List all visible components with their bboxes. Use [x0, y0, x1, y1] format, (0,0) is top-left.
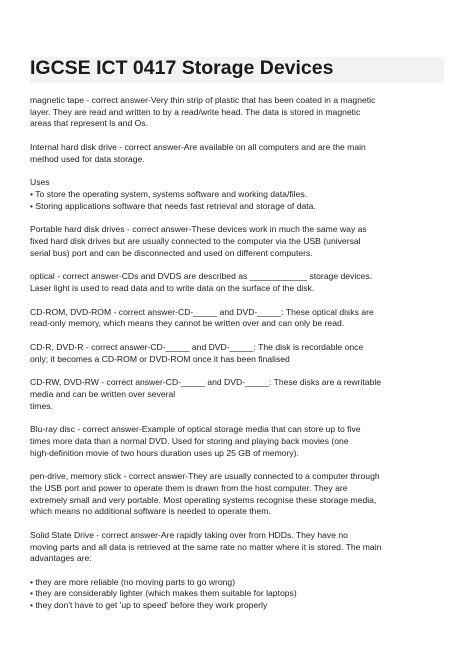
list-item: • they don't have to get 'up to speed' before they work properly — [30, 600, 268, 611]
paragraph-cd-rw: CD-RW, DVD-RW - correct answer-CD-_____ and DVD-_____: These disks are a rewritable media and can be written over several times. — [30, 377, 382, 411]
paragraph-portable-hdd: Portable hard disk drives - correct answer-These devices work in much the same way as fixed hard disk drives but are usually connected to the computer via the USB (universal serial bus) port and can be disconnected and used on different computers. — [30, 224, 367, 258]
paragraph-cd-rom: CD-ROM, DVD-ROM - correct answer-CD-_____ and DVD-_____: These optical disks are read-only memory, which means they cannot be written over and can only be read. — [30, 306, 374, 329]
uses-heading: Uses — [30, 177, 50, 188]
list-item: • they are considerably lighter (which makes them suitable for laptops) — [30, 588, 297, 599]
document-body — [30, 95, 450, 624]
paragraph-blu-ray: Blu-ray disc - correct answer-Example of optical storage media that can store up to five times more data than a normal DVD. Used for storing and playing back movies (one high-definition movie of two hours duration uses up 25 GB of memory). — [30, 424, 361, 458]
paragraph-pen-drive: pen-drive, memory stick - correct answer-They are usually connected to a computer through the USB port and power to operate them is drawn from the host computer. They are extremely small and very portable. Most operating systems recognise these storage media, which means no additional software is needed to operate them. — [30, 471, 380, 517]
page-title: IGCSE ICT 0417 Storage Devices — [30, 57, 334, 79]
uses-list — [30, 177, 450, 212]
paragraph-ssd: Solid State Drive - correct answer-Are rapidly taking over from HDDs. They have no moving parts and all data is retrieved at the same rate no matter where it is stored. The main advantages are: — [30, 529, 382, 564]
paragraph-internal-hdd: Internal hard disk drive - correct answer-Are available on all computers and are the main method used for data storage. — [30, 141, 366, 164]
list-item: • To store the operating system, systems software and working data/files. — [30, 188, 308, 199]
paragraph-cd-r: CD-R, DVD-R - correct answer-CD-_____ and DVD-_____: The disk is recordable once only; it becomes a CD-ROM or DVD-ROM once it has been finalised — [30, 342, 364, 364]
ssd-advantages-list — [30, 577, 450, 612]
paragraph-optical: optical - correct answer-CDs and DVDS are described as ____________ storage devices. Laser light is used to read data and to write data on the surface of the disk. — [30, 271, 373, 293]
paragraph-magnetic-tape: magnetic tape - correct answer-Very thin strip of plastic that has been coated in a magnetic layer. They are read and written to by a read/write head. The data is stored in magnetic areas that represent ls and Os. — [30, 95, 376, 129]
list-item: • they are more reliable (no moving parts to go wrong) — [30, 576, 236, 587]
list-item: • Storing applications software that needs fast retrieval and storage of data. — [30, 200, 316, 211]
